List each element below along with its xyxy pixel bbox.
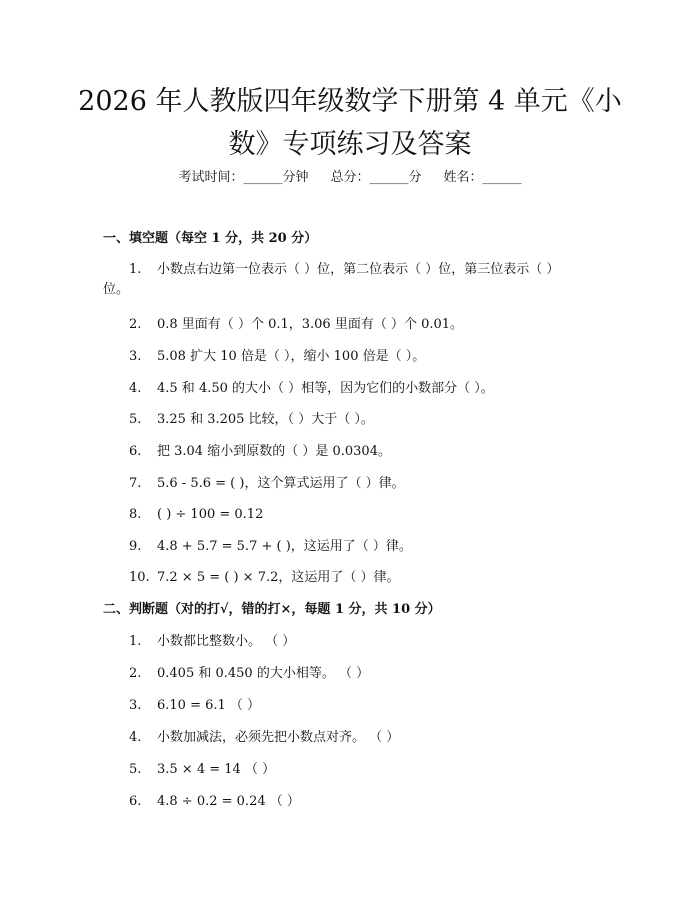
question-text: 小数点右边第一位表示（ ）位，第二位表示（ ）位，第三位表示（ ）	[157, 262, 560, 277]
question-number: 5.	[129, 412, 142, 427]
question-item	[103, 410, 603, 430]
question-item	[103, 664, 603, 684]
question-item	[103, 505, 603, 525]
question-text: 3.5 × 4 = 14 （ ）	[157, 762, 276, 777]
question-text: 4.8 + 5.7 = 5.7 + ( )，这运用了（ ）律。	[157, 539, 412, 554]
exam-time: 考试时间：______分钟	[178, 170, 309, 185]
question-text-continued: 位。	[103, 282, 130, 297]
question-item	[103, 474, 603, 494]
title-line-1: 2026 年人教版四年级数学下册第 4 单元《小	[78, 86, 622, 117]
question-text: ( ) ÷ 100 = 0.12	[157, 507, 264, 522]
question-number: 4.	[129, 730, 142, 745]
question-number: 9.	[129, 539, 142, 554]
question-text: 5.6 - 5.6 = ( )，这个算式运用了（ ）律。	[157, 476, 405, 491]
question-text: 0.8 里面有（ ）个 0.1，3.06 里面有（ ）个 0.01。	[157, 317, 464, 332]
question-text: 4.8 ÷ 0.2 = 0.24 （ ）	[157, 794, 300, 809]
question-item	[103, 760, 603, 780]
question-number: 6.	[129, 794, 142, 809]
exam-score: 总分：______分	[330, 170, 422, 185]
question-number: 8.	[129, 507, 142, 522]
question-text: 5.08 扩大 10 倍是（ ），缩小 100 倍是（ ）。	[157, 349, 426, 364]
title-line-2: 数》专项练习及答案	[228, 129, 472, 160]
question-item	[103, 632, 603, 652]
question-item	[103, 379, 603, 399]
question-item	[103, 792, 603, 812]
question-item	[103, 568, 603, 588]
exam-name: 姓名：______	[443, 170, 522, 185]
document-title	[60, 80, 640, 166]
section-heading-fill-in: 一、填空题（每空 1 分，共 20 分）	[103, 231, 318, 246]
question-text: 小数加减法，必须先把小数点对齐。 （ ）	[157, 730, 400, 745]
question-item	[103, 442, 603, 462]
question-text: 0.405 和 0.450 的大小相等。 （ ）	[157, 666, 370, 681]
question-number: 6.	[129, 444, 142, 459]
question-item	[103, 537, 603, 557]
question-text: 6.10 = 6.1 （ ）	[157, 698, 261, 713]
question-number: 2.	[129, 666, 142, 681]
question-number: 1.	[129, 262, 142, 277]
question-number: 10.	[129, 570, 150, 585]
question-number: 4.	[129, 381, 142, 396]
exam-info	[0, 168, 700, 188]
question-text: 小数都比整数小。 （ ）	[157, 634, 296, 649]
question-item	[103, 728, 603, 748]
question-item	[103, 315, 603, 335]
question-number: 7.	[129, 476, 142, 491]
question-item	[103, 696, 603, 716]
question-number: 1.	[129, 634, 142, 649]
question-item	[103, 347, 603, 367]
question-number: 3.	[129, 349, 142, 364]
question-text: 7.2 × 5 = ( ) × 7.2，这运用了（ ）律。	[157, 570, 400, 585]
question-item	[103, 260, 603, 300]
question-text: 4.5 和 4.50 的大小（ ）相等，因为它们的小数部分（ ）。	[157, 381, 494, 396]
question-text: 3.25 和 3.205 比较，（ ）大于（ ）。	[157, 412, 374, 427]
question-number: 5.	[129, 762, 142, 777]
question-text: 把 3.04 缩小到原数的（ ）是 0.0304。	[157, 444, 391, 459]
question-number: 3.	[129, 698, 142, 713]
section-heading-true-false: 二、判断题（对的打√，错的打×，每题 1 分，共 10 分）	[103, 602, 441, 617]
question-number: 2.	[129, 317, 142, 332]
